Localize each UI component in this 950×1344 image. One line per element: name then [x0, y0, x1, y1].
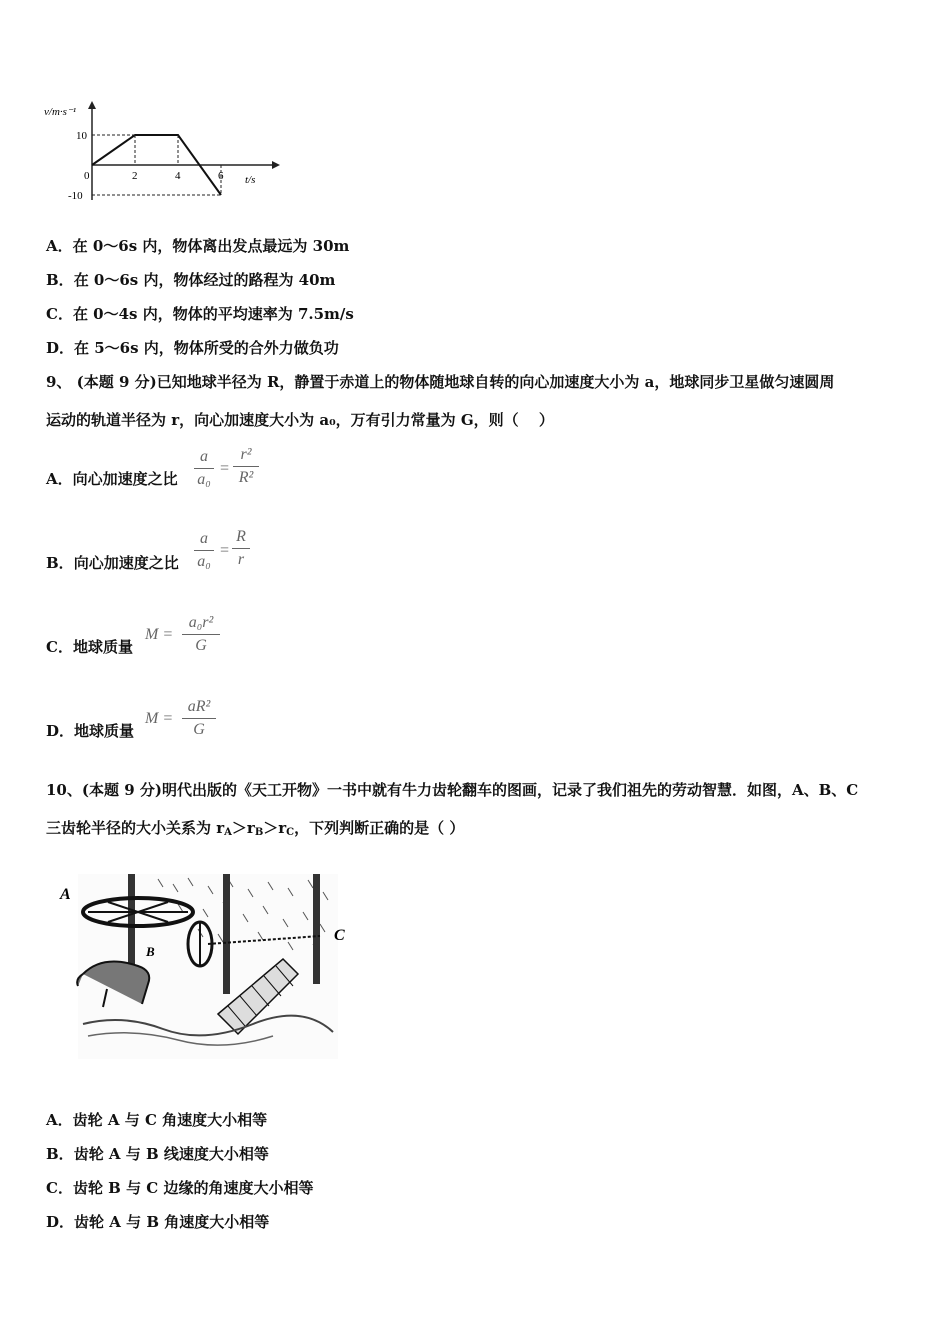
option-text: 地球质量 [72, 638, 133, 656]
q9d-fraction [182, 698, 216, 739]
option-text: 向心加速度之比 [72, 470, 178, 488]
numerator: R [236, 528, 246, 545]
q10-option-a[interactable] [46, 1110, 267, 1130]
option-label: D． [46, 722, 75, 740]
subscript: B [254, 827, 264, 838]
option-text: 齿轮 A 与 B 线速度大小相等 [73, 1145, 269, 1163]
y-tick-label: -10 [68, 190, 83, 202]
q9-option-c[interactable] [46, 637, 133, 657]
y-axis-arrow [88, 101, 96, 109]
q8-option-c[interactable] [46, 304, 354, 324]
option-text: 地球质量 [74, 722, 135, 740]
q9b-fraction-right [232, 528, 250, 569]
mass-lhs: M = [145, 710, 174, 727]
denominator: G [193, 721, 205, 738]
option-label: A． [46, 237, 73, 255]
denominator: r [237, 551, 245, 568]
denominator: R² [238, 469, 254, 486]
q8-option-d[interactable] [46, 338, 339, 358]
option-text: 在 5～6s 内，物体所受的合外力做负功 [74, 339, 339, 357]
q9-option-d[interactable] [46, 721, 134, 741]
x-tick-label: 6 [218, 170, 224, 182]
denominator: a₀ [197, 471, 211, 488]
equals-sign: = [219, 542, 230, 559]
text: ＞r [263, 819, 287, 837]
text: 三齿轮半径的大小关系为 r [46, 819, 225, 837]
q9c-fraction [182, 614, 220, 655]
option-label: A． [46, 470, 73, 488]
denominator: a₀ [197, 553, 211, 570]
q10-stem-line2 [46, 818, 464, 843]
option-text: 齿轮 A 与 C 角速度大小相等 [72, 1111, 268, 1129]
option-label: C． [46, 638, 73, 656]
mass-lhs: M = [145, 626, 174, 643]
x-tick-label: 0 [84, 170, 90, 182]
text: ＞r [231, 819, 255, 837]
equals-sign: = [219, 460, 230, 477]
numerator: r² [240, 446, 252, 463]
wooden-post [223, 874, 230, 994]
numerator: a₀r² [188, 614, 214, 631]
q9a-fraction-right [233, 446, 259, 487]
q10-option-c[interactable] [46, 1178, 313, 1198]
q8-option-b[interactable] [46, 270, 335, 290]
option-label: B． [46, 554, 74, 572]
q9-stem-line2: 运动的轨道半径为 r，向心加速度大小为 a₀，万有引力常量为 G，则（ ） [46, 411, 554, 429]
wooden-post [313, 874, 320, 984]
denominator: G [195, 637, 207, 654]
q9-option-a[interactable] [46, 469, 178, 489]
x-tick-label: 4 [175, 170, 181, 182]
gear-label-a: A [60, 886, 71, 903]
y-axis-label: v/m·s⁻¹ [44, 106, 77, 118]
x-axis-arrow [272, 161, 280, 169]
x-tick-label: 2 [132, 170, 138, 182]
q10-option-d[interactable] [46, 1212, 269, 1232]
option-label: C． [46, 1179, 73, 1197]
option-text: 齿轮 B 与 C 边缘的角速度大小相等 [72, 1179, 314, 1197]
q10-option-b[interactable] [46, 1144, 269, 1164]
subscript: A [224, 827, 232, 838]
y-tick-label: 10 [76, 130, 87, 142]
option-label: D． [46, 1213, 75, 1231]
text: ，下列判断正确的是（ ） [294, 819, 465, 837]
option-label: B． [46, 1145, 74, 1163]
q9a-fraction-left [194, 448, 214, 489]
option-text: 齿轮 A 与 B 角速度大小相等 [74, 1213, 270, 1231]
option-text: 在 0～6s 内，物体经过的路程为 40m [73, 271, 336, 289]
option-label: D． [46, 339, 75, 357]
option-text: 在 0～4s 内，物体的平均速率为 7.5m/s [72, 305, 354, 323]
gear-label-c: C [334, 927, 345, 944]
velocity-time-chart [40, 95, 280, 215]
q9-option-b[interactable] [46, 553, 179, 573]
q9b-fraction-left [194, 530, 214, 571]
ox-gear-waterwheel-illustration [58, 864, 358, 1062]
option-label: C． [46, 305, 73, 323]
numerator: aR² [187, 698, 211, 715]
subscript: C [286, 827, 295, 838]
gear-label-b: B [146, 944, 155, 959]
q8-option-a[interactable] [46, 236, 349, 256]
q10-stem-line1: 10、(本题 9 分)明代出版的《天工开物》一书中就有牛力齿轮翻车的图画，记录了我们祖先的劳动智慧．如图，A、B、C [46, 781, 859, 799]
numerator: a [200, 530, 208, 547]
numerator: a [200, 448, 208, 465]
x-axis-label: t/s [245, 174, 256, 186]
q9-stem-line1: 9、 (本题 9 分)已知地球半径为 R，静置于赤道上的物体随地球自转的向心加速度大小为 a，地球同步卫星做匀速圆周 [46, 373, 835, 391]
option-text: 向心加速度之比 [73, 554, 179, 572]
option-label: B． [46, 271, 74, 289]
option-text: 在 0～6s 内，物体离出发点最远为 30m [72, 237, 350, 255]
option-label: A． [46, 1111, 73, 1129]
